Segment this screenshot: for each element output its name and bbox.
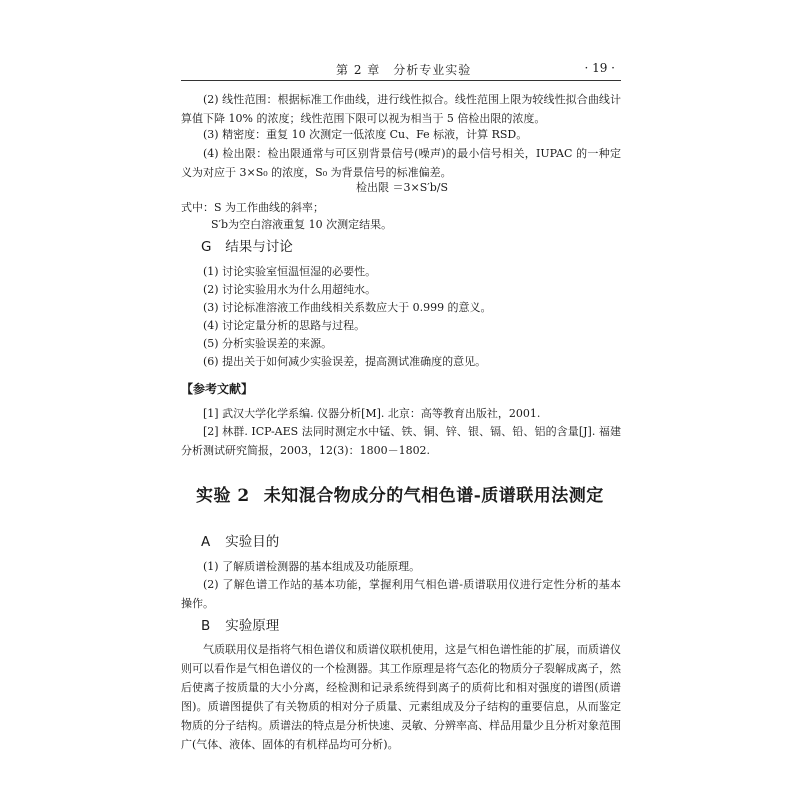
list-item: (4) 讨论定量分析的思路与过程。	[203, 319, 366, 332]
linear-range-item: (2) 线性范围：根据标准工作曲线，进行线性拟合。线性范围上限为较线性拟合曲线计算值下降 10% 的浓度；线性范围下限可以视为相当于 5 倍检出限的浓度。	[181, 93, 621, 125]
principle-paragraph: 气质联用仪是指将气相色谱仪和质谱仪联机使用，这是气相色谱性能的扩展，而质谱仪则可以看作是气相色谱仪的一个检测器。其工作原理是将气态化的物质分子裂解成离子，然后使离子按质量的大小分离，经检测和记录系统得到离子的质荷比和相对强度的谱图(质谱图)。质谱图提供了有关物质的相对分子质量、元素组成及分子结构的重要信息，从而鉴定物质的分子结构。质谱法的特点是分析快速、灵敏、分辨率高、样品用量少且分析对象范围广(气体、液体、固体的有机样品均可分析)。	[181, 643, 621, 751]
list-item: (3) 讨论标准溶液工作曲线相关系数应大于 0.999 的意义。	[203, 301, 492, 314]
chapter-title: 第 2 章 分析专业实验	[336, 63, 472, 77]
reference-item: [2] 林群. ICP-AES 法同时测定水中锰、铁、铜、锌、银、镉、铅、铝的含量[J]. 福建分析测试研究简报，2003，12(3)：1800－1802.	[181, 425, 621, 457]
list-item: (2) 讨论实验用水为什么用超纯水。	[203, 283, 377, 296]
running-header	[181, 58, 621, 81]
experiment-name: 未知混合物成分的气相色谱-质谱联用法测定	[263, 486, 604, 506]
references-heading: 【参考文献】	[181, 382, 254, 396]
section-letter: G	[201, 239, 212, 255]
section-title: 实验原理	[225, 618, 280, 634]
formula-where-line: 式中：S 为工作曲线的斜率；	[181, 201, 325, 214]
detection-limit-formula: 检出限 ＝3×S′b/S	[356, 181, 449, 194]
section-title: 结果与讨论	[225, 239, 293, 255]
list-item: (1) 了解质谱检测器的基本组成及功能原理。	[203, 560, 421, 573]
detection-limit-item: (4) 检出限：检出限通常与可区别背景信号(噪声)的最小信号相关，IUPAC 的一种定义为对应于 3×S₀ 的浓度，S₀ 为背景信号的标准偏差。	[181, 147, 621, 179]
list-item: (5) 分析实验误差的来源。	[203, 337, 333, 350]
section-letter: A	[201, 534, 211, 550]
section-title: 实验目的	[225, 534, 280, 550]
list-item: (1) 讨论实验室恒温恒湿的必要性。	[203, 265, 377, 278]
page-number: · 19 ·	[584, 61, 615, 75]
section-letter: B	[201, 618, 211, 634]
section-heading-b	[201, 614, 279, 634]
section-heading-g	[201, 235, 293, 255]
formula-where-line: S′b为空白溶液重复 10 次测定结果。	[211, 218, 393, 231]
list-item: (6) 提出关于如何减少实验误差，提高测试准确度的意见。	[203, 355, 487, 368]
reference-item: [1] 武汉大学化学系编. 仪器分析[M]. 北京：高等教育出版社，2001.	[203, 407, 541, 420]
experiment-number: 实验 2	[196, 486, 250, 506]
experiment-title	[196, 481, 616, 506]
list-item: (2) 了解色谱工作站的基本功能，掌握利用气相色谱-质谱联用仪进行定性分析的基本操作。	[181, 578, 621, 610]
section-heading-a	[201, 530, 279, 550]
precision-item: (3) 精密度：重复 10 次测定一低浓度 Cu、Fe 标液，计算 RSD。	[203, 128, 528, 141]
